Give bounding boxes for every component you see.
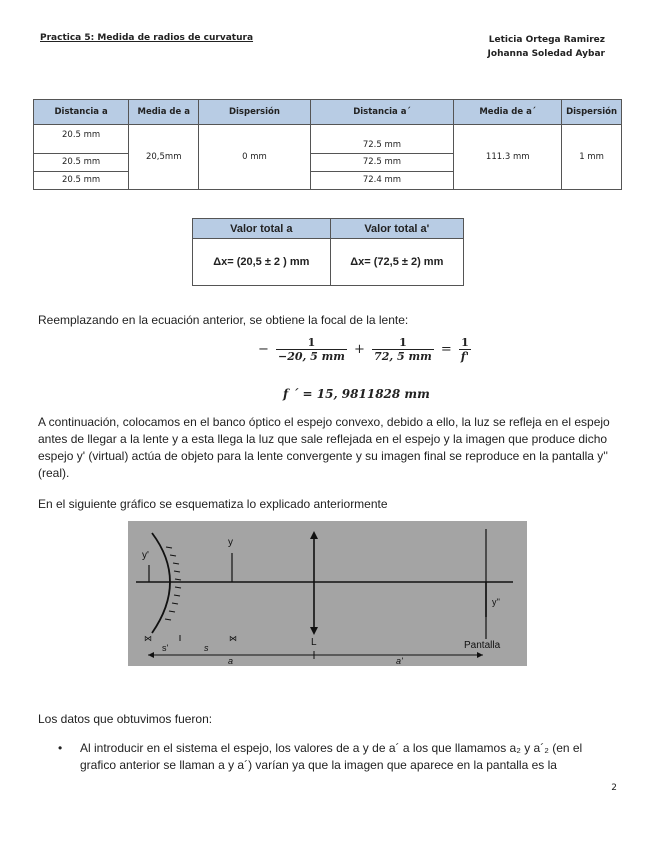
a-value-2: 20.5 mm <box>34 154 128 172</box>
a-values-cell <box>34 125 129 190</box>
paragraph-diagram-intro: En el siguiente gráfico se esquematiza lo explicado anteriormente <box>38 497 388 511</box>
lens-arrow-bottom <box>310 627 318 635</box>
a-value-3: 20.5 mm <box>62 175 101 185</box>
header-distancia-a2: Distancia a´ <box>310 100 454 125</box>
header-distancia-a: Distancia a <box>34 100 129 125</box>
page-number: 2 <box>611 783 617 793</box>
label-a-prime: a' <box>396 656 403 666</box>
label-lens: L <box>311 637 317 648</box>
table-row <box>34 125 622 190</box>
label-screen: Pantalla <box>464 640 501 651</box>
total-a2-value: Δx= (72,5 ± 2) mm <box>330 239 463 286</box>
document-title: Practica 5: Medida de radios de curvatura <box>40 33 254 43</box>
optical-bench-diagram <box>128 521 527 666</box>
totals-table <box>192 218 464 286</box>
header-media-a: Media de a <box>129 100 199 125</box>
a-dispersion-cell: 0 mm <box>199 125 310 190</box>
totals-header-row <box>193 219 464 239</box>
a-value-1: 20.5 mm <box>34 125 128 154</box>
paragraph-focal: Reemplazando en la ecuación anterior, se obtiene la focal de la lente: <box>38 313 409 327</box>
fraction-2-numerator: 1 <box>372 336 434 350</box>
a2-value-3: 72.4 mm <box>362 175 402 185</box>
label-s-prime: s' <box>162 643 169 653</box>
measurements-table <box>33 99 622 190</box>
lens-equation <box>258 336 473 363</box>
header-dispersion-a: Dispersión <box>199 100 310 125</box>
totals-values-row <box>193 239 464 286</box>
fraction-2-denominator: 72, 5 mm <box>374 350 432 363</box>
list-item: Al introducir en el sistema el espejo, los valores de a y de a´ a los que llamamos a₂ y a´₂ (en el grafico anterior se llaman a y a´) varían ya que la imagen que aparece en la pantalla es la <box>80 741 583 772</box>
mirror-hatching <box>165 547 181 620</box>
total-a-value: Δx= (20,5 ± 2 ) mm <box>193 239 331 286</box>
fraction-1 <box>276 336 347 363</box>
convex-mirror <box>152 533 170 633</box>
header-total-a2: Valor total a' <box>330 219 463 239</box>
tick-mirror: ⋈ <box>144 634 152 643</box>
fraction-3-denominator: f' <box>460 350 469 363</box>
diagram-svg <box>128 521 527 666</box>
fraction-3 <box>459 336 471 363</box>
label-y: y <box>228 537 233 548</box>
focal-result: f ´ = 15, 9811828 mm <box>283 387 430 401</box>
dim-arrow-left <box>148 652 154 658</box>
paragraph-mirror: A continuación, colocamos en el banco óptico el espejo convexo, debido a ello, la luz se refleja en el espejo antes de llegar a la lente y a esta llega la luz que sale reflejada en el espejo y la imagen que produce dicho espejo y' (virtual) actúa de objeto para la lente convergente y su imagen final se reproduce en la pantalla y'' (real). <box>38 415 610 480</box>
author-1: Leticia Ortega Ramirez <box>488 35 605 45</box>
a2-dispersion-cell: 1 mm <box>562 125 622 190</box>
paragraph-data-intro: Los datos que obtuvimos fueron: <box>38 712 213 726</box>
label-s: s <box>204 643 209 653</box>
a-mean-cell: 20,5mm <box>129 125 199 190</box>
fraction-1-denominator: −20, 5 mm <box>278 350 345 363</box>
tick-object: ⋈ <box>229 634 237 643</box>
a2-values-cell <box>310 125 454 190</box>
bullet-list <box>60 740 620 774</box>
eq-equals: = <box>440 342 452 357</box>
a2-mean-cell: 111.3 mm <box>454 125 562 190</box>
a2-value-1: 72.5 mm <box>311 125 454 154</box>
header-total-a: Valor total a <box>193 219 331 239</box>
fraction-2 <box>372 336 434 363</box>
fraction-1-numerator: 1 <box>276 336 347 350</box>
bullet-dot: • <box>58 741 63 755</box>
fraction-3-numerator: 1 <box>459 336 471 350</box>
eq-minus: − <box>258 342 269 357</box>
label-y-prime: y' <box>142 550 149 561</box>
authors <box>488 33 605 61</box>
header-media-a2: Media de a´ <box>454 100 562 125</box>
author-2: Johanna Soledad Aybar <box>487 49 605 59</box>
header-dispersion-a2: Dispersión <box>562 100 622 125</box>
label-a: a <box>228 656 234 666</box>
lens-arrow-top <box>310 531 318 539</box>
eq-plus: + <box>354 342 365 357</box>
dim-arrow-right <box>477 652 483 658</box>
table-header-row <box>34 100 622 125</box>
a2-value-2: 72.5 mm <box>311 154 454 172</box>
label-y-double: y'' <box>492 597 500 607</box>
